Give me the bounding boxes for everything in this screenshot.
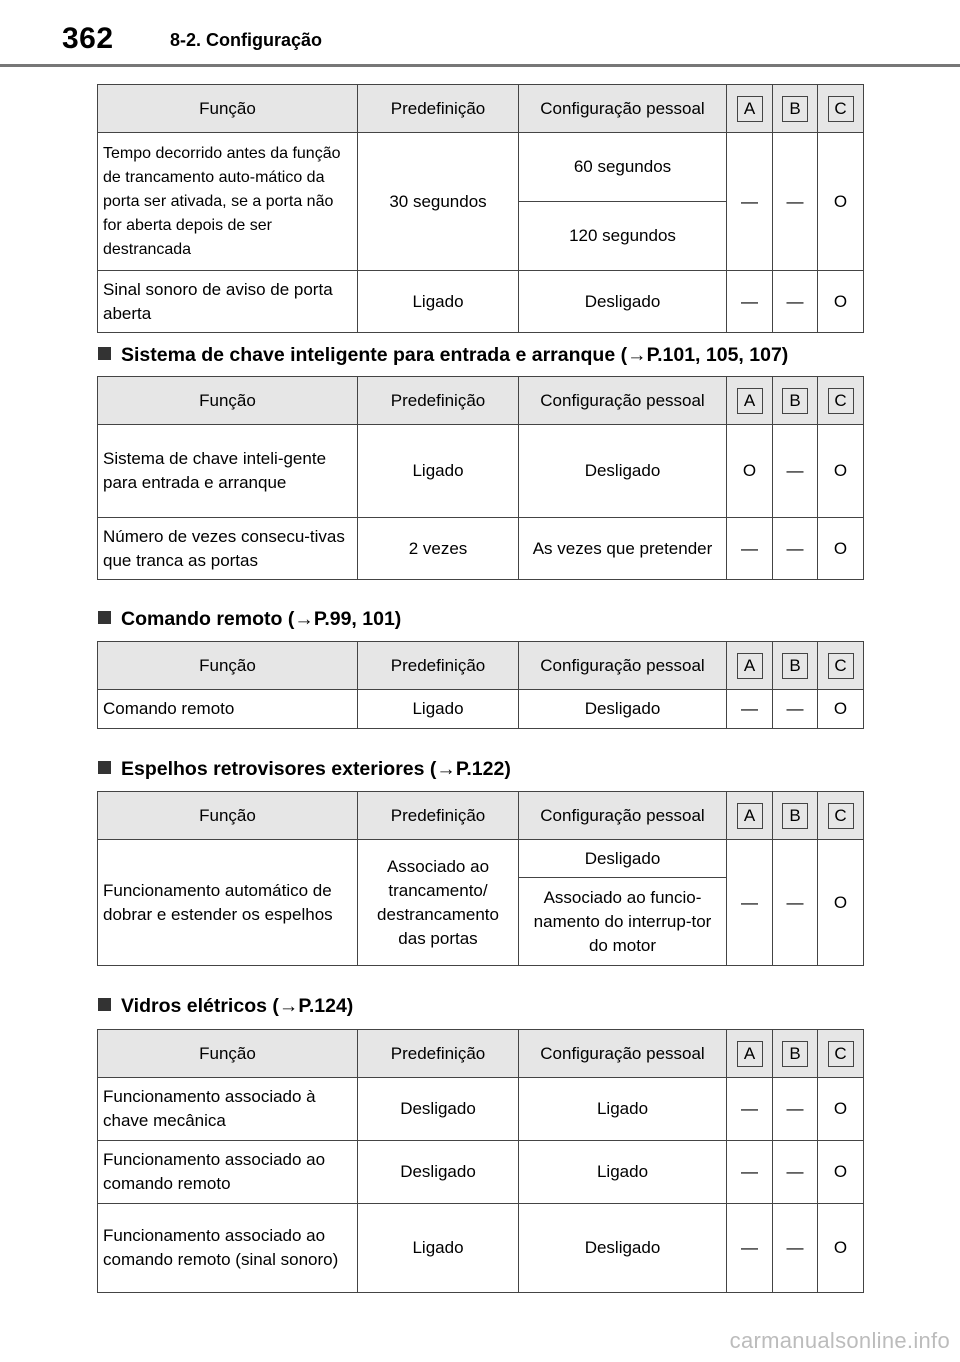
header-personal: Configuração pessoal	[519, 792, 727, 840]
c-cell: O	[818, 690, 864, 729]
table-row	[98, 518, 864, 580]
default-cell: Associado ao trancamento/ destrancamento das portas	[358, 840, 519, 966]
function-cell: Sistema de chave inteli-gente para entrada e arranque	[98, 425, 358, 518]
default-cell: Desligado	[358, 1141, 519, 1204]
header-function: Função	[98, 85, 358, 133]
b-cell: —	[773, 518, 818, 580]
header-c: C	[818, 377, 864, 425]
table-row	[98, 271, 864, 333]
table-row	[98, 840, 864, 878]
c-cell: O	[818, 1204, 864, 1293]
option-cell: 120 segundos	[519, 202, 727, 271]
section-heading-remote: Comando remoto (→P.99, 101)	[98, 608, 401, 631]
watermark: carmanualsonline.info	[729, 1328, 950, 1353]
personal-cell: As vezes que pretender	[519, 518, 727, 580]
header-personal: Configuração pessoal	[519, 642, 727, 690]
function-cell: Funcionamento automático de dobrar e estender os espelhos	[98, 840, 358, 966]
header-b: B	[773, 85, 818, 133]
personal-cell: Ligado	[519, 1078, 727, 1141]
c-cell: O	[818, 518, 864, 580]
personal-cell: Desligado	[519, 1204, 727, 1293]
table-header-row	[98, 642, 864, 690]
header-function: Função	[98, 642, 358, 690]
header-a: A	[727, 1030, 773, 1078]
header-function: Função	[98, 1030, 358, 1078]
b-cell: —	[773, 425, 818, 518]
header-b: B	[773, 792, 818, 840]
default-cell: Ligado	[358, 271, 519, 333]
header-b: B	[773, 1030, 818, 1078]
header-function: Função	[98, 792, 358, 840]
default-cell: 30 segundos	[358, 133, 519, 271]
c-cell: O	[818, 1078, 864, 1141]
header-b: B	[773, 377, 818, 425]
header-b: B	[773, 642, 818, 690]
header-c: C	[818, 792, 864, 840]
page-number: 362	[62, 22, 114, 55]
header-c: C	[818, 1030, 864, 1078]
table-row	[98, 1078, 864, 1141]
function-cell: Tempo decorrido antes da função de trancamento auto-mático da porta ser ativada, se a porta não for aberta depois de ser destrancada	[98, 133, 358, 271]
option-cell: Associado ao funcio-namento do interrup-tor do motor	[519, 878, 727, 966]
personal-cell: Desligado	[519, 690, 727, 729]
b-cell: —	[773, 1204, 818, 1293]
function-cell: Sinal sonoro de aviso de porta aberta	[98, 271, 358, 333]
section-heading-mirrors: Espelhos retrovisores exteriores (→P.122)	[98, 758, 511, 781]
table-header-row	[98, 85, 864, 133]
a-cell: —	[727, 840, 773, 966]
header-c: C	[818, 85, 864, 133]
default-cell: Desligado	[358, 1078, 519, 1141]
c-cell: O	[818, 133, 864, 271]
header-default: Predefinição	[358, 642, 519, 690]
page-header	[0, 0, 960, 66]
default-cell: Ligado	[358, 1204, 519, 1293]
b-cell: —	[773, 840, 818, 966]
section-heading-windows: Vidros elétricos (→P.124)	[98, 995, 353, 1018]
bullet-square-icon	[98, 998, 111, 1011]
table-row	[98, 1141, 864, 1204]
a-cell: —	[727, 271, 773, 333]
header-function: Função	[98, 377, 358, 425]
table-header-row	[98, 792, 864, 840]
header-default: Predefinição	[358, 377, 519, 425]
header-a: A	[727, 642, 773, 690]
c-cell: O	[818, 840, 864, 966]
option-cell: 60 segundos	[519, 133, 727, 202]
header-personal: Configuração pessoal	[519, 85, 727, 133]
b-cell: —	[773, 690, 818, 729]
header-c: C	[818, 642, 864, 690]
chapter-title: 8-2. Configuração	[170, 30, 323, 50]
header-personal: Configuração pessoal	[519, 1030, 727, 1078]
table-header-row	[98, 1030, 864, 1078]
a-cell: —	[727, 518, 773, 580]
bullet-square-icon	[98, 761, 111, 774]
b-cell: —	[773, 133, 818, 271]
header-divider	[0, 64, 960, 67]
a-cell: —	[727, 1141, 773, 1204]
a-cell: O	[727, 425, 773, 518]
personal-cell: Desligado	[519, 425, 727, 518]
c-cell: O	[818, 1141, 864, 1204]
personal-cell: Desligado	[519, 271, 727, 333]
bullet-square-icon	[98, 611, 111, 624]
table-row	[98, 1204, 864, 1293]
a-cell: —	[727, 690, 773, 729]
option-cell: Desligado	[519, 840, 727, 878]
b-cell: —	[773, 1078, 818, 1141]
header-a: A	[727, 377, 773, 425]
a-cell: —	[727, 133, 773, 271]
function-cell: Número de vezes consecu-tivas que tranca as portas	[98, 518, 358, 580]
default-cell: Ligado	[358, 425, 519, 518]
function-cell: Funcionamento associado à chave mecânica	[98, 1078, 358, 1141]
table-windows	[97, 1029, 864, 1293]
table-door-lock	[97, 84, 864, 333]
table-smart-key	[97, 376, 864, 580]
bullet-square-icon	[98, 347, 111, 360]
header-personal: Configuração pessoal	[519, 377, 727, 425]
table-remote	[97, 641, 864, 729]
function-cell: Funcionamento associado ao comando remoto (sinal sonoro)	[98, 1204, 358, 1293]
function-cell: Comando remoto	[98, 690, 358, 729]
table-row	[98, 690, 864, 729]
default-cell: Ligado	[358, 690, 519, 729]
section-heading-smart-key: Sistema de chave inteligente para entrada e arranque (→P.101, 105, 107)	[98, 344, 788, 367]
function-cell: Funcionamento associado ao comando remoto	[98, 1141, 358, 1204]
table-mirrors	[97, 791, 864, 966]
a-cell: —	[727, 1204, 773, 1293]
c-cell: O	[818, 425, 864, 518]
table-row	[98, 133, 864, 202]
b-cell: —	[773, 271, 818, 333]
header-default: Predefinição	[358, 85, 519, 133]
table-row	[98, 425, 864, 518]
header-a: A	[727, 792, 773, 840]
personal-cell: Ligado	[519, 1141, 727, 1204]
a-cell: —	[727, 1078, 773, 1141]
table-header-row	[98, 377, 864, 425]
default-cell: 2 vezes	[358, 518, 519, 580]
header-default: Predefinição	[358, 792, 519, 840]
b-cell: —	[773, 1141, 818, 1204]
c-cell: O	[818, 271, 864, 333]
header-a: A	[727, 85, 773, 133]
header-default: Predefinição	[358, 1030, 519, 1078]
